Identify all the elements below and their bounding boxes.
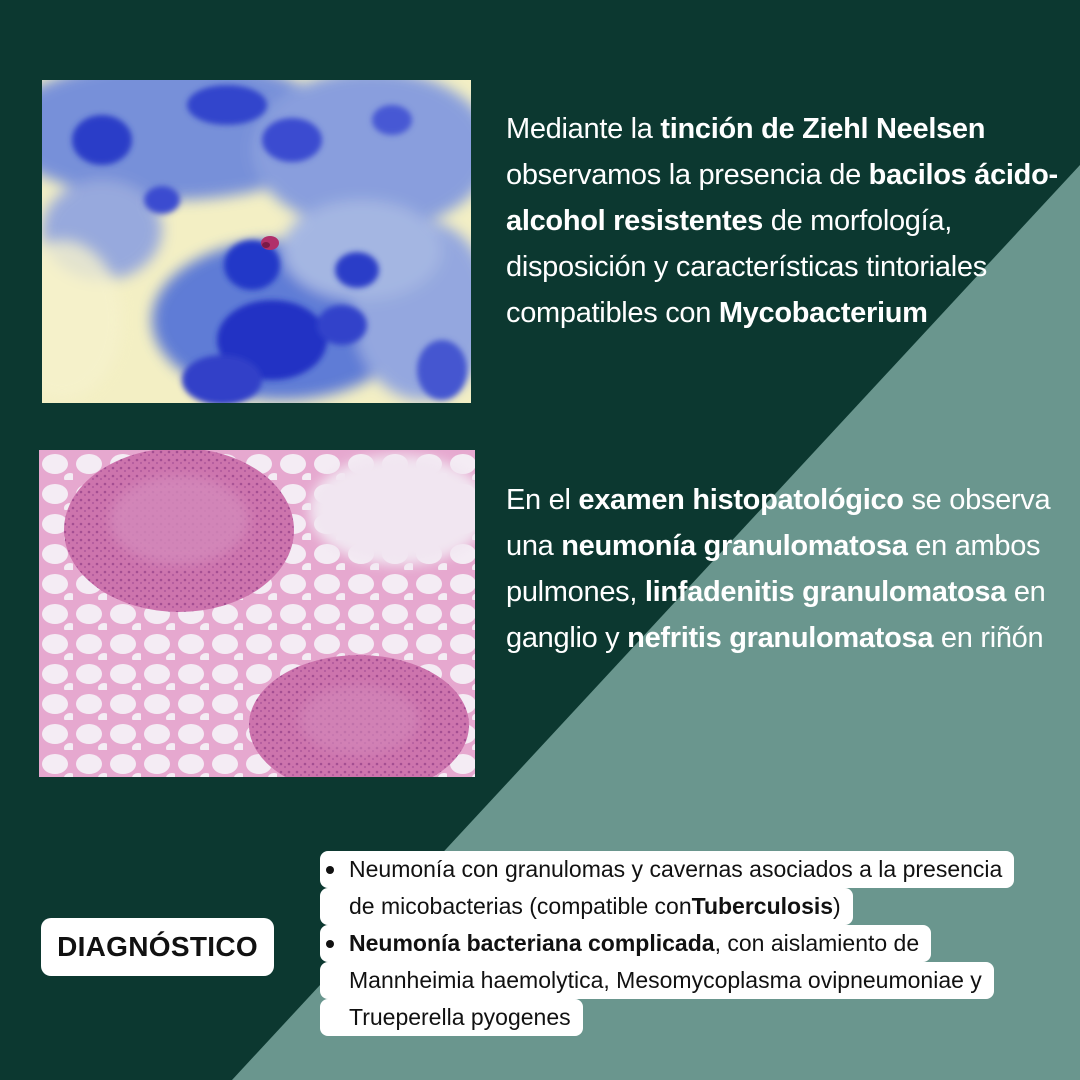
para2-text-3: en ambos pulmones, [506,530,1041,608]
bullet-icon [326,866,334,874]
para2-bold-pneumonia: neumonía granulomatosa [561,530,908,562]
para1-text-2: observamos la presencia de [506,159,869,191]
para2-text-4: en ganglio y [506,576,1046,654]
histopathology-description [506,477,1066,661]
para2-text-1: En el [506,484,579,516]
ziehl-neelsen-description [506,106,1066,336]
list-item [320,851,1040,888]
para1-bold-stain: tinción de Ziehl Neelsen [660,113,986,145]
para1-bold-bacilli: bacilos ácido-alcohol resistentes [506,159,1058,237]
diagnosis-list [320,851,1040,1036]
histopathology-micrograph [39,450,475,777]
para2-bold-exam: examen histopatológico [578,484,904,516]
para2-text-5: en riñón [933,622,1044,654]
para2-bold-lymphadenitis: linfadenitis granulomatosa [644,576,1007,608]
diagnosis-2-line-1: , con aislamiento de [714,930,920,956]
diagnosis-2-bold-pneumonia: Neumonía bacteriana complicada [349,930,715,956]
bullet-icon [326,940,334,948]
list-item [320,925,1040,962]
ziehl-neelsen-micrograph [42,80,471,403]
diagnosis-1-line-2-end: ) [833,893,841,919]
list-item-continuation [320,999,1040,1036]
para2-bold-nephritis: nefritis granulomatosa [627,622,934,654]
diagnosis-1-line-1: Neumonía con granulomas y cavernas asociados a la presencia [349,856,1003,882]
diagnosis-2-line-3: Trueperella pyogenes [349,1004,571,1030]
diagnosis-2-line-2: Mannheimia haemolytica, Mesomycoplasma ovipneumoniae y [349,967,982,993]
para1-text-3: de morfología, disposición y características tintoriales compatibles con [506,205,987,329]
list-item-continuation [320,888,1040,925]
diagnosis-1-bold-tuberculosis: Tuberculosis [691,893,834,919]
diagnosis-label: DIAGNÓSTICO [41,918,274,976]
para1-bold-mycobacterium: Mycobacterium [718,297,928,329]
diagnosis-1-line-2: de micobacterias (compatible con [349,893,692,919]
para2-text-2: se observa una [506,484,1051,562]
list-item-continuation [320,962,1040,999]
para1-text-1: Mediante la [506,113,661,145]
